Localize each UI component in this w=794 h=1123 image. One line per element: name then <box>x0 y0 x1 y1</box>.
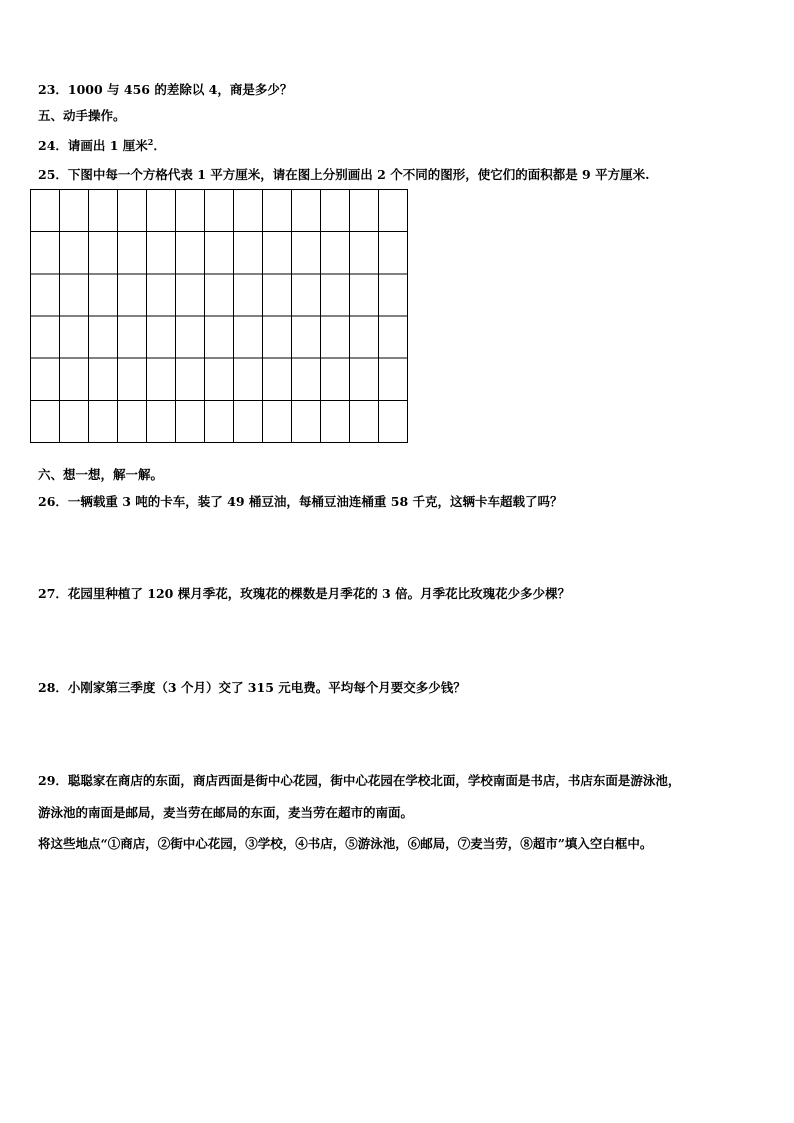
grid-cell[interactable] <box>118 316 147 358</box>
grid-cell[interactable] <box>292 274 321 316</box>
grid-cell[interactable] <box>118 190 147 232</box>
grid-cell[interactable] <box>205 358 234 400</box>
grid-cell[interactable] <box>60 232 89 274</box>
q24-text <box>38 134 166 154</box>
grid-cell[interactable] <box>118 400 147 442</box>
grid-cell[interactable] <box>321 274 350 316</box>
grid-cell[interactable] <box>234 232 263 274</box>
grid-cell[interactable] <box>176 400 205 442</box>
q24-prefix: 24．请画出 1 厘米 <box>38 138 148 153</box>
q27-text: 27．花园里种植了 120 棵月季花，玫瑰花的棵数是月季花的 3 倍。月季花比玫瑰花少多少棵？ <box>38 586 571 601</box>
q24-superscript: 2 <box>147 137 154 147</box>
grid-cell[interactable] <box>89 400 118 442</box>
grid-cell[interactable] <box>31 400 60 442</box>
q28-text: 28．小刚家第三季度（3 个月）交了 315 元电费。平均每个月要交多少钱？ <box>38 680 466 695</box>
grid-cell[interactable] <box>60 190 89 232</box>
grid-cell[interactable] <box>321 232 350 274</box>
grid-cell[interactable] <box>292 232 321 274</box>
grid-cell[interactable] <box>176 316 205 358</box>
grid-cell[interactable] <box>147 316 176 358</box>
grid-cell[interactable] <box>350 190 379 232</box>
grid-cell[interactable] <box>31 358 60 400</box>
grid-cell[interactable] <box>89 190 118 232</box>
grid-cell[interactable] <box>234 358 263 400</box>
grid-cell[interactable] <box>350 274 379 316</box>
grid-cell[interactable] <box>118 232 147 274</box>
grid-cell[interactable] <box>147 190 176 232</box>
grid-cell[interactable] <box>263 358 292 400</box>
grid-cell[interactable] <box>321 400 350 442</box>
grid-cell[interactable] <box>350 400 379 442</box>
grid-cell[interactable] <box>234 190 263 232</box>
grid-cell[interactable] <box>147 400 176 442</box>
grid-cell[interactable] <box>205 232 234 274</box>
grid-svg[interactable] <box>30 189 408 443</box>
q26-text: 26．一辆载重 3 吨的卡车，装了 49 桶豆油，每桶豆油连桶重 58 千克，这辆卡车超载了吗？ <box>38 494 563 509</box>
grid-cell[interactable] <box>350 316 379 358</box>
grid-cell[interactable] <box>379 232 408 274</box>
grid-cell[interactable] <box>89 316 118 358</box>
grid-cell[interactable] <box>60 400 89 442</box>
grid-cell[interactable] <box>379 358 408 400</box>
q29-line2: 游泳池的南面是邮局，麦当劳在邮局的东面，麦当劳在超市的南面。 <box>38 805 414 820</box>
grid-cell[interactable] <box>263 400 292 442</box>
grid-cell[interactable] <box>350 358 379 400</box>
q29-line1: 29．聪聪家在商店的东面，商店西面是街中心花园，街中心花园在学校北面，学校南面是书店，书店东面是游泳池， <box>38 773 681 788</box>
grid-cell[interactable] <box>147 358 176 400</box>
grid-cell[interactable] <box>234 400 263 442</box>
grid-cell[interactable] <box>176 190 205 232</box>
grid-cell[interactable] <box>31 232 60 274</box>
grid-cell[interactable] <box>31 274 60 316</box>
grid-cell[interactable] <box>379 190 408 232</box>
grid-cell[interactable] <box>89 358 118 400</box>
grid-cell[interactable] <box>292 358 321 400</box>
section-6-heading: 六、想一想，解一解。 <box>38 467 164 482</box>
grid-cell[interactable] <box>263 274 292 316</box>
grid-cell[interactable] <box>118 274 147 316</box>
grid-cell[interactable] <box>60 316 89 358</box>
grid-cell[interactable] <box>176 232 205 274</box>
grid-cell[interactable] <box>263 232 292 274</box>
grid-cell[interactable] <box>89 232 118 274</box>
grid-cell[interactable] <box>321 316 350 358</box>
grid-cell[interactable] <box>89 274 118 316</box>
grid-cell[interactable] <box>118 358 147 400</box>
grid-cell[interactable] <box>176 274 205 316</box>
grid-cell[interactable] <box>147 274 176 316</box>
grid-cell[interactable] <box>321 190 350 232</box>
grid-cell[interactable] <box>205 274 234 316</box>
grid-cell[interactable] <box>263 190 292 232</box>
grid-cell[interactable] <box>31 316 60 358</box>
grid-cell[interactable] <box>147 232 176 274</box>
q24-suffix: ． <box>153 138 166 153</box>
q25-text: 25．下图中每一个方格代表 1 平方厘米，请在图上分别画出 2 个不同的图形，使它们的面积都是 9 平方厘米. <box>38 167 650 182</box>
square-grid[interactable] <box>30 189 407 442</box>
grid-cell[interactable] <box>292 316 321 358</box>
grid-cell[interactable] <box>321 358 350 400</box>
section-5-heading: 五、动手操作。 <box>38 108 126 123</box>
grid-cell[interactable] <box>234 316 263 358</box>
grid-cell[interactable] <box>205 190 234 232</box>
grid-cell[interactable] <box>292 400 321 442</box>
grid-cell[interactable] <box>205 400 234 442</box>
grid-cell[interactable] <box>31 190 60 232</box>
grid-cell[interactable] <box>379 316 408 358</box>
grid-cell[interactable] <box>292 190 321 232</box>
grid-cell[interactable] <box>205 316 234 358</box>
grid-cell[interactable] <box>60 274 89 316</box>
grid-cell[interactable] <box>263 316 292 358</box>
q23-text: 23．1000 与 456 的差除以 4，商是多少？ <box>38 82 293 97</box>
grid-cell[interactable] <box>379 400 408 442</box>
q29-line3: 将这些地点“①商店，②街中心花园，③学校，④书店，⑤游泳池，⑥邮局，⑦麦当劳，⑧超市”填入空白框中。 <box>38 836 653 851</box>
grid-cell[interactable] <box>379 274 408 316</box>
grid-cell[interactable] <box>60 358 89 400</box>
grid-cell[interactable] <box>234 274 263 316</box>
grid-cell[interactable] <box>176 358 205 400</box>
grid-cell[interactable] <box>350 232 379 274</box>
